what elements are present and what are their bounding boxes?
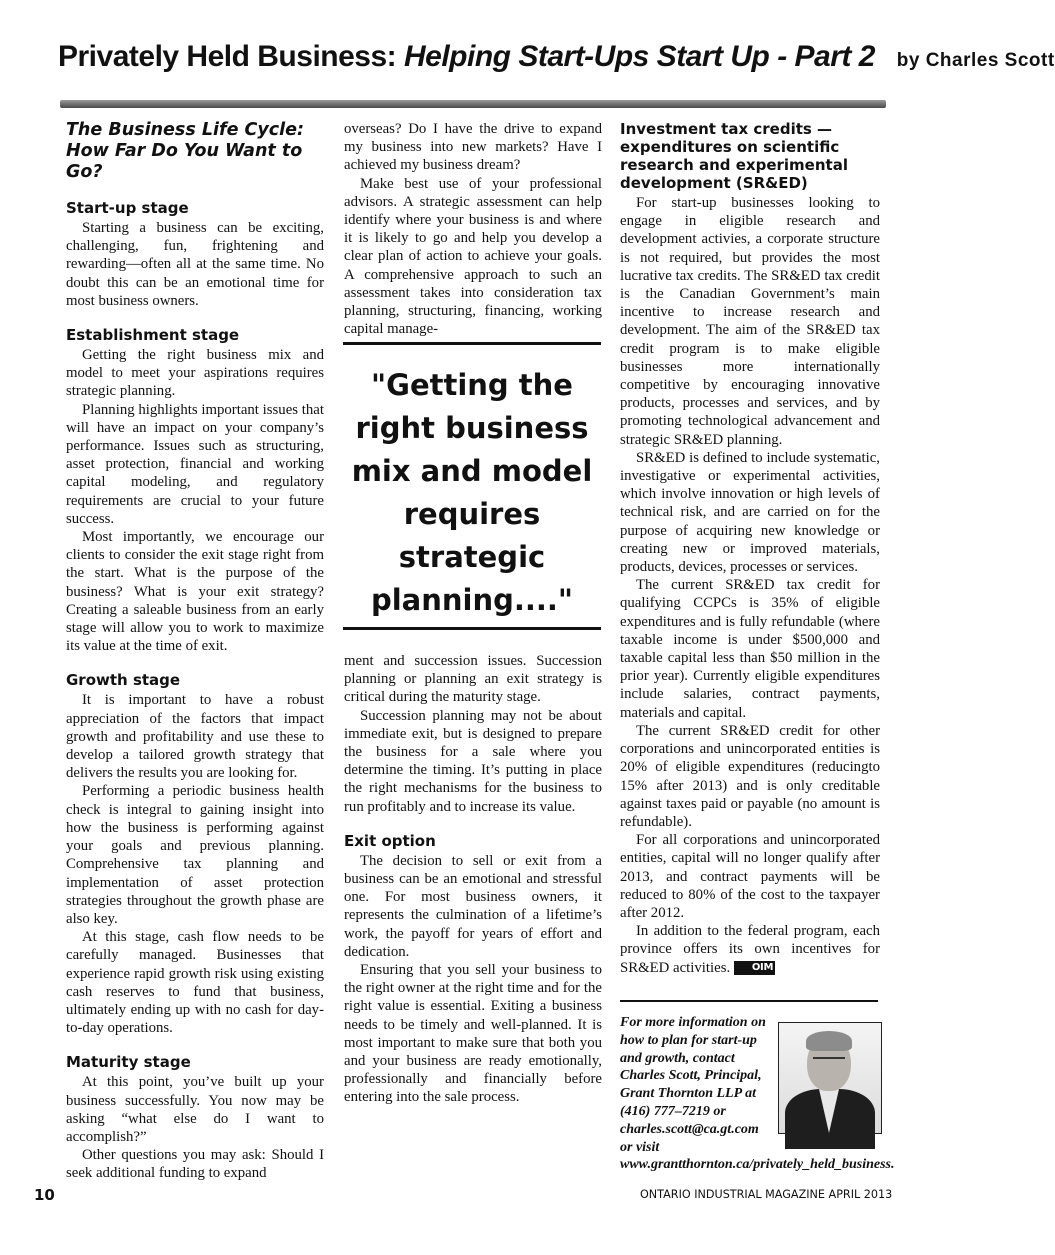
paragraph-continued: ment and succession issues. Succession planning or planning an exit strategy is critical during the maturity stage. bbox=[344, 653, 602, 706]
paragraph: Succession planning may not be about immediate exit, but is designed to prepare the business for a sale where you determine the timing. It’s putting in place the right mechanisms for the business to run profitably and to increase its value. bbox=[344, 707, 602, 815]
header-rule bbox=[60, 100, 886, 108]
page-number: 10 bbox=[34, 1186, 55, 1204]
subhead-maturity: Maturity stage bbox=[66, 1053, 191, 1072]
column-2-top bbox=[344, 120, 602, 338]
paragraph: For start-up businesses looking to engage in eligible research and development activies, a corporate structure is not required, but provides the most lucrative tax credits. The SR&ED tax credit is the Canadian Government’s main incentive to increase research and development. The aim of the SR&ED tax credit program is to make eligible businesses more internationally competitive by encouraging innovative products, processes and services, and by promoting technological advancement and strategic SR&ED planning. bbox=[620, 195, 880, 448]
paragraph: Starting a business can be exciting, challenging, fun, frightening and rewarding—often all at the same time. No doubt this can be an emotional time for most business owners. bbox=[66, 220, 324, 309]
paragraph: Make best use of your professional advisors. A strategic assessment can help identify where your business is and where it is likely to go and help you develop a clear plan of action to achieve your goals. A comprehensive approach to such an assessment takes into consideration tax planning, structuring, financing, working capital manage- bbox=[344, 175, 602, 338]
title-subtitle: Helping Start-Ups Start Up - Part 2 bbox=[404, 40, 875, 73]
article-title bbox=[58, 40, 1055, 90]
author-photo bbox=[778, 1022, 882, 1134]
paragraph-final-text: In addition to the federal program, each province offers its own incentives for SR&ED activities. bbox=[620, 923, 880, 976]
title-series: Privately Held Business: bbox=[58, 40, 397, 73]
pull-quote: "Getting the right business mix and model requires strategic planning...." bbox=[343, 342, 601, 630]
paragraph: The decision to sell or exit from a business can be an emotional and stressful one. For most business owners, it represents the culmination of a lifetime’s work, the payoff for years of effort and dedication. bbox=[344, 852, 602, 960]
subhead-exit: Exit option bbox=[344, 831, 436, 850]
paragraph-continued: overseas? Do I have the drive to expand my business into new markets? Have I achieved my business dream? bbox=[344, 121, 602, 174]
subhead-establishment: Establishment stage bbox=[66, 326, 240, 345]
paragraph: Ensuring that you sell your business to the right owner at the right time and for the right value is essential. Exiting a business needs to be timely and well-planned. It is most important to make sure that both you and your business are ready emotionally, professionally and financially before entering into the sale process. bbox=[344, 962, 602, 1106]
subhead-growth: Growth stage bbox=[66, 671, 181, 690]
subhead-startup: Start-up stage bbox=[66, 199, 189, 217]
paragraph: Performing a periodic business health check is integral to gaining insight into how the business is performing against your goals and previous planning. Comprehensive tax planning and implementation of asset protection strategies throughout the growth phase are also key. bbox=[66, 783, 324, 927]
byline: by Charles Scott bbox=[896, 50, 1055, 71]
paragraph: At this point, you’ve built up your business successfully. You now may be asking “what else do I want to accomplish?” bbox=[66, 1074, 324, 1145]
column-1 bbox=[66, 120, 324, 1183]
column-2-bottom bbox=[344, 652, 602, 1107]
paragraph: Other questions you may ask: Should I seek additional funding to expand bbox=[66, 1147, 324, 1182]
paragraph: For all corporations and unincorporated entities, capital will no longer qualify after 2013, and contract payments will be reduced to 80% of the cost to the taxpayer after 2012. bbox=[620, 832, 880, 921]
contact-divider bbox=[620, 1000, 878, 1002]
paragraph: Most importantly, we encourage our clients to consider the exit stage right from the start. What is the purpose of the business? What is your exit strategy? Creating a saleable business from an early stage will allow you to work to maximize its value at the time of exit. bbox=[66, 529, 324, 655]
paragraph: Getting the right business mix and model to meet your aspirations requires strategic planning. bbox=[66, 347, 324, 400]
paragraph: SR&ED is defined to include systematic, investigative or experimental activities, which involve innovation or high levels of technical risk, and are carried on for the purpose of acquiring new knowledge or creating new or improved materials, products, devices, processes or services. bbox=[620, 449, 880, 576]
paragraph-final bbox=[620, 922, 880, 977]
paragraph: At this stage, cash flow needs to be carefully managed. Businesses that experience rapid growth risk using existing cash reserves to fund that business, ultimately ending up with no cash for day-to-day operations. bbox=[66, 929, 324, 1037]
paragraph: It is important to have a robust appreciation of the factors that impact growth and profitability and use these to develop a tailored growth strategy that delivers the results you are looking for. bbox=[66, 692, 324, 782]
publication-footer: ONTARIO INDUSTRIAL MAGAZINE APRIL 2013 bbox=[640, 1188, 893, 1201]
author-contact bbox=[620, 1014, 895, 1174]
paragraph: Planning highlights important issues that will have an impact on your company’s performance. Issues such as structuring, asset protection, financial and working capital modeling, and regulatory requirements are crucial to your future success. bbox=[66, 401, 324, 527]
column-3 bbox=[620, 120, 880, 977]
contact-text: For more information on how to plan for start-up and growth, contact Charles Scott, Principal, Grant Thornton LLP at (416) 777–7219 or charles.scott@ca.gt.com or visit www.grantthornton.ca/privately_held_business. bbox=[620, 1015, 895, 1173]
oim-end-mark-icon: OIM bbox=[734, 961, 775, 975]
section-title: The Business Life Cycle: How Far Do You Want to Go? bbox=[66, 120, 305, 182]
subhead-sred: Investment tax credits — expenditures on scientific research and experimental development (SR&ED) bbox=[620, 120, 848, 192]
paragraph: The current SR&ED tax credit for qualifying CCPCs is 35% of eligible expenditures and is fully refundable (where taxable income is under $500,000 and taxable capital less than $50 million in the prior year). Currently eligible expenditures include salaries, contract payments, materials and capital. bbox=[620, 577, 880, 721]
paragraph: The current SR&ED credit for other corporations and unincorporated entities is 20% of eligible expenditures (reducingto 15% after 2013) and is only creditable against taxes paid or payable (no amount is refundable). bbox=[620, 722, 880, 830]
